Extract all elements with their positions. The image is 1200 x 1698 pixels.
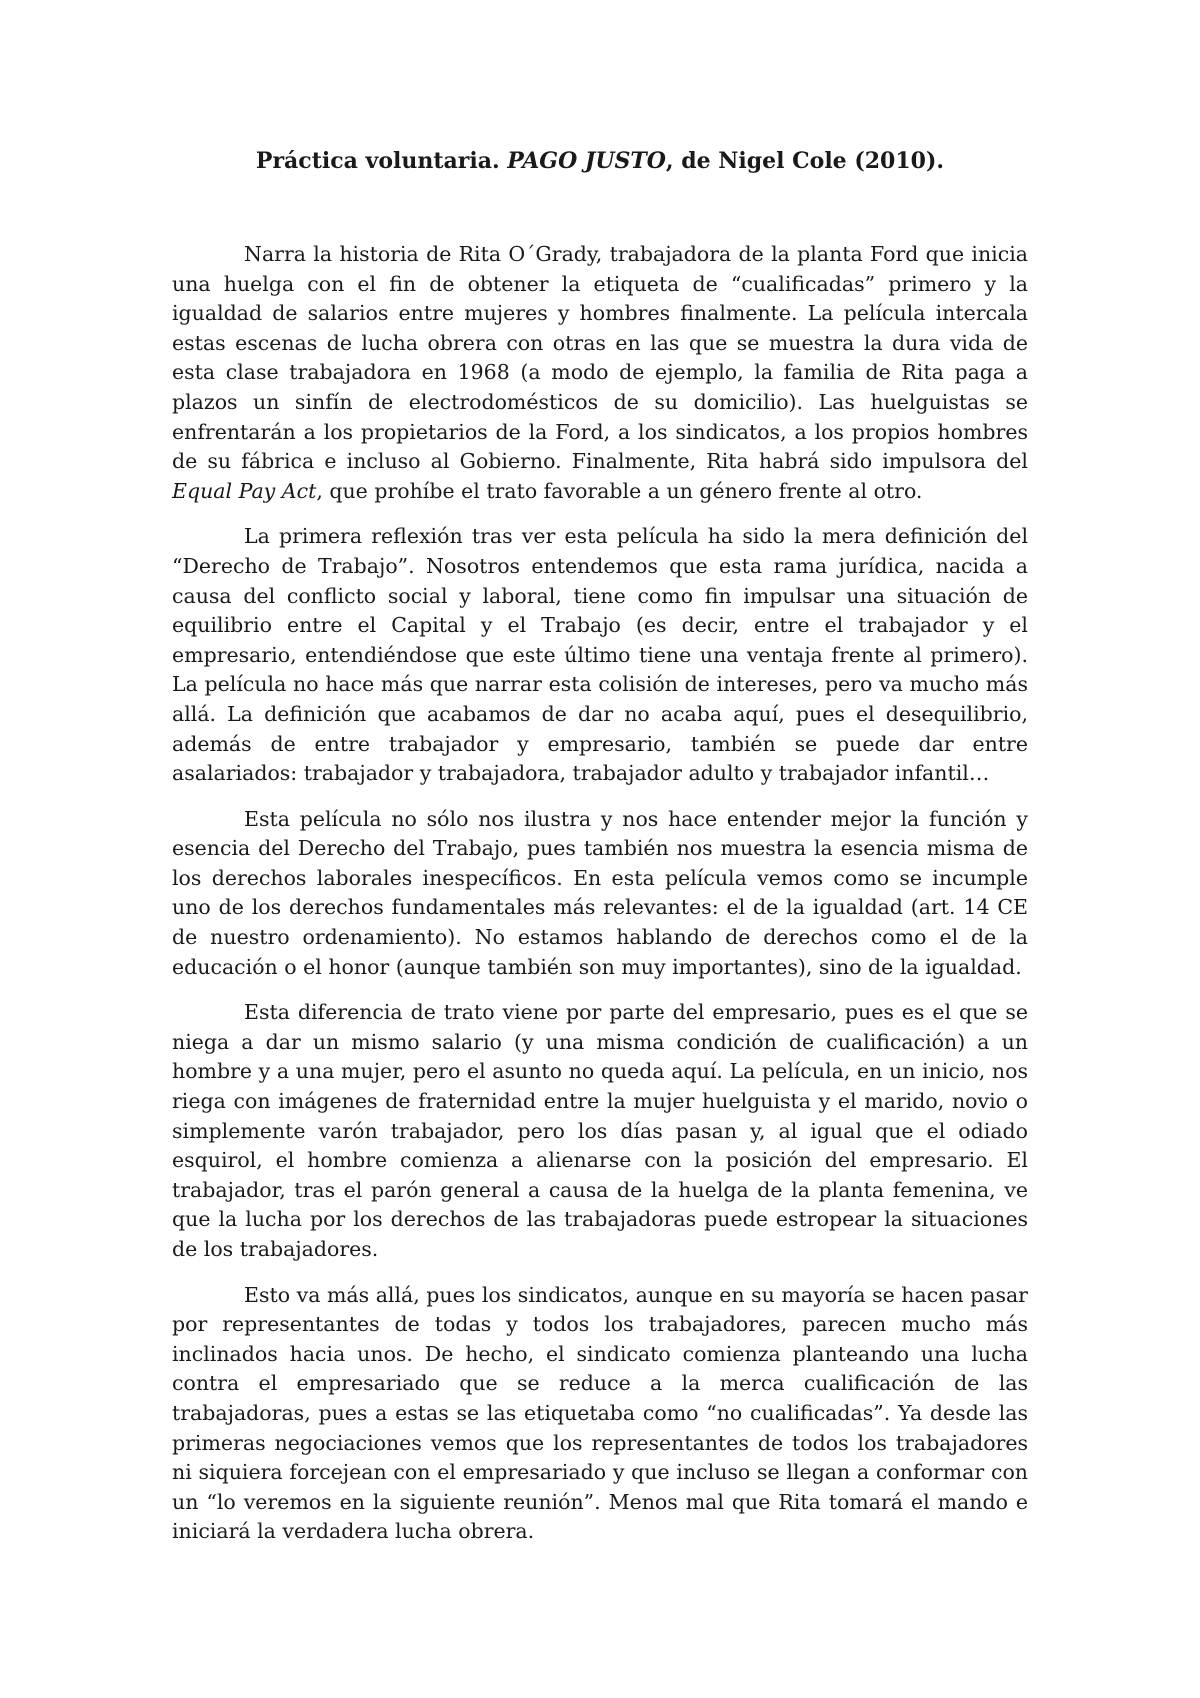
title-film-name: PAGO JUSTO <box>507 148 666 174</box>
paragraph-2: La primera reflexión tras ver esta película ha sido la mera definición del “Derecho de Trabajo”. Nosotros entendemos que esta rama jurídica, nacida a causa del conflicto social y laboral, tiene como fin impulsar una situación de equilibrio entre el Capital y el Trabajo (es decir, entre el trabajador y el empresario, entendiéndose que este último tiene una ventaja frente al primero). La película no hace más que narrar esta colisión de intereses, pero va mucho más allá. La definición que acabamos de dar no acaba aquí, pues el desequilibrio, además de entre trabajador y empresario, también se puede dar entre asalariados: trabajador y trabajadora, trabajador adulto y trabajador infantil… <box>172 524 1028 786</box>
title-prefix: Práctica voluntaria. <box>255 148 508 174</box>
paragraph-3: Esta película no sólo nos ilustra y nos hace entender mejor la función y esencia del Derecho del Trabajo, pues también nos muestra la esencia misma de los derechos laborales inespecíficos. En esta película vemos como se incumple uno de los derechos fundamentales más relevantes: el de la igualdad (art. 14 CE de nuestro ordenamiento). No estamos hablando de derechos como el de la educación o el honor (aunque también son muy importantes), sino de la igualdad. <box>172 806 1028 979</box>
paragraph-1 <box>172 240 1028 506</box>
paragraph-1-italic-term: Equal Pay Act <box>172 478 317 503</box>
paragraph-4: Esta diferencia de trato viene por parte del empresario, pues es el que se niega a dar un mismo salario (y una misma condición de cualificación) a un hombre y a una mujer, pero el asunto no queda aquí. La película, en un inicio, nos riega con imágenes de fraternidad entre la mujer huelguista y el marido, novio o simplemente varón trabajador, pero los días pasan y, al igual que el odiado esquirol, el hombre comienza a alienarse con la posición del empresario. El trabajador, tras el parón general a causa de la huelga de la planta femenina, ve que la lucha por los derechos de las trabajadoras puede estropear la situaciones de los trabajadores. <box>172 1000 1028 1261</box>
document-body <box>172 240 1028 1563</box>
paragraph-5: Esto va más allá, pues los sindicatos, aunque en su mayoría se hacen pasar por representantes de todas y todos los trabajadores, parecen mucho más inclinados hacia unos. De hecho, el sindicato comienza planteando una lucha contra el empresariado que se reduce a la merca cualificación de las trabajadoras, pues a estas se las etiquetaba como “no cualificadas”. Ya desde las primeras negociaciones vemos que los representantes de todos los trabajadores ni siquiera forcejean con el empresariado y que incluso se llegan a conformar con un “lo veremos en la siguiente reunión”. Menos mal que Rita tomará el mando e iniciará la verdadera lucha obrera. <box>172 1282 1028 1544</box>
paragraph-1-text-after: , que prohíbe el trato favorable a un género frente al otro. <box>316 478 923 503</box>
document-title <box>172 146 1028 176</box>
title-suffix: , de Nigel Cole (2010). <box>665 148 945 174</box>
paragraph-1-text-before: Narra la historia de Rita O´Grady, trabajadora de la planta Ford que inicia una huelga con el fin de obtener la etiqueta de “cualificadas” primero y la igualdad de salarios entre mujeres y hombres finalmente. La película intercala estas escenas de lucha obrera con otras en las que se muestra la dura vida de esta clase trabajadora en 1968 (a modo de ejemplo, la familia de Rita paga a plazos un sinfín de electrodomésticos de su domicilio). Las huelguistas se enfrentarán a los propietarios de la Ford, a los sindicatos, a los propios hombres de su fábrica e incluso al Gobierno. Finalmente, Rita habrá sido impulsora del <box>172 242 1028 474</box>
